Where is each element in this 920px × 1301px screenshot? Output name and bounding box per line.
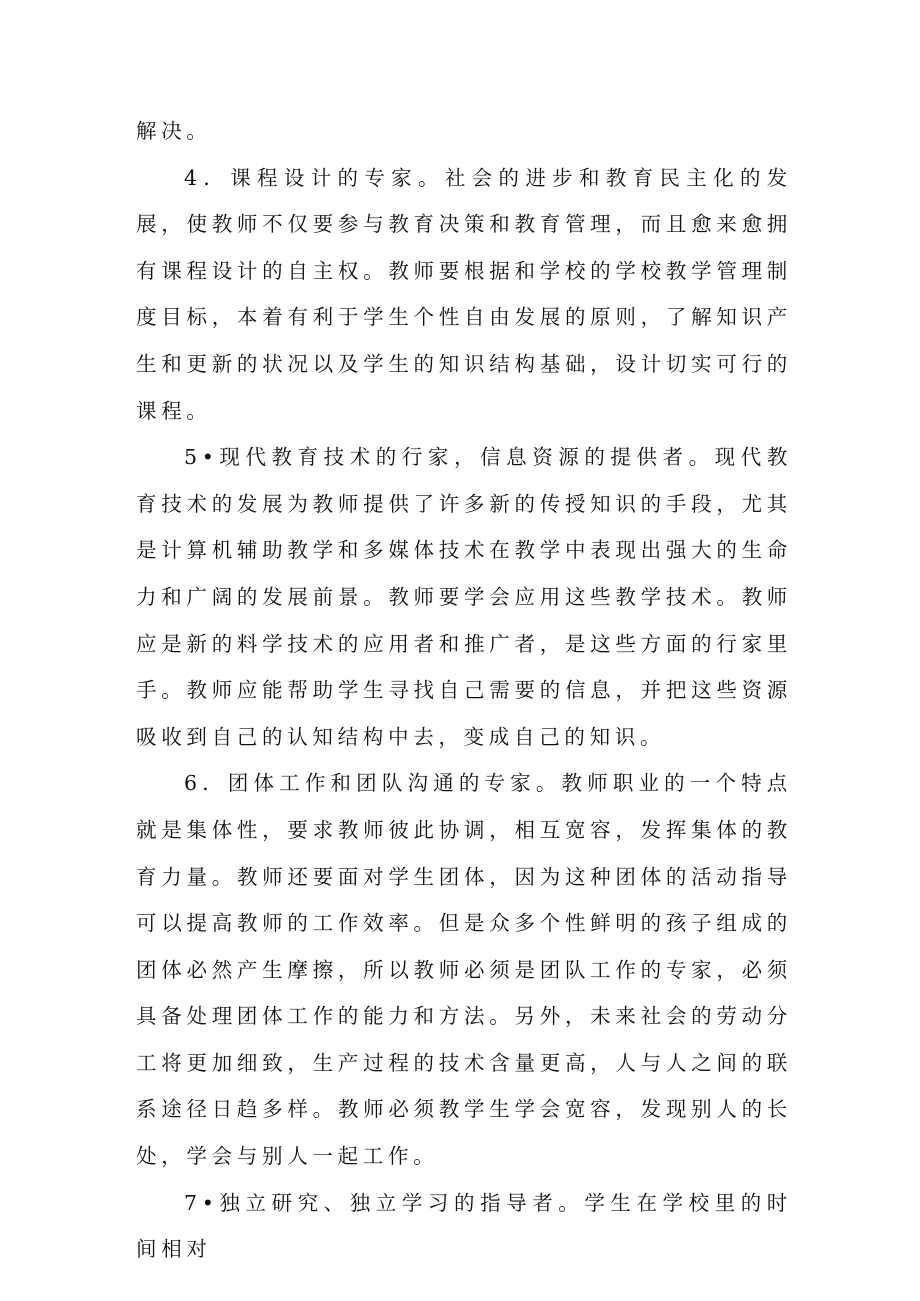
paragraph-item-7: 7•独立研究、独立学习的指导者。学生在学校里的时间相对 <box>136 1190 792 1262</box>
paragraph-continuation: 解决。 <box>136 119 212 143</box>
body-text <box>136 108 792 1273</box>
paragraph-item-6: 6．团体工作和团队沟通的专家。教师职业的一个特点就是集体性，要求教师彼此协调，相互宽容，发挥集体的教育力量。教师还要面对学生团体，因为这种团体的活动指导可以提高教师的工作效率。但是众多个性鲜明的孩子组成的团体必然产生摩擦，所以教师必须是团队工作的专家，必须具备处理团体工作的能力和方法。另外，未来社会的劳动分工将更加细致，生产过程的技术含量更高，人与人之间的联系途径日趋多样。教师必须教学生学会宽容，发现别人的长处，学会与别人一起工作。 <box>136 771 792 1169</box>
paragraph-item-5: 5•现代教育技术的行家，信息资源的提供者。现代教育技术的发展为教师提供了许多新的传授知识的手段，尤其是计算机辅助教学和多媒体技术在教学中表现出强大的生命力和广阔的发展前景。教师要学会应用这些教学技术。教师应是新的料学技术的应用者和推广者，是这些方面的行家里手。教师应能帮助学生寻找自己需要的信息，并把这些资源吸收到自己的认知结构中去，变成自己的知识。 <box>136 445 792 749</box>
paragraph-item-4: 4．课程设计的专家。社会的进步和教育民主化的发展，使教师不仅要参与教育决策和教育管理，而且愈来愈拥有课程设计的自主权。教师要根据和学校的学校教学管理制度目标，本着有利于学生个性自由发展的原则，了解知识产生和更新的状况以及学生的知识结构基础，设计切实可行的课程。 <box>136 165 792 423</box>
